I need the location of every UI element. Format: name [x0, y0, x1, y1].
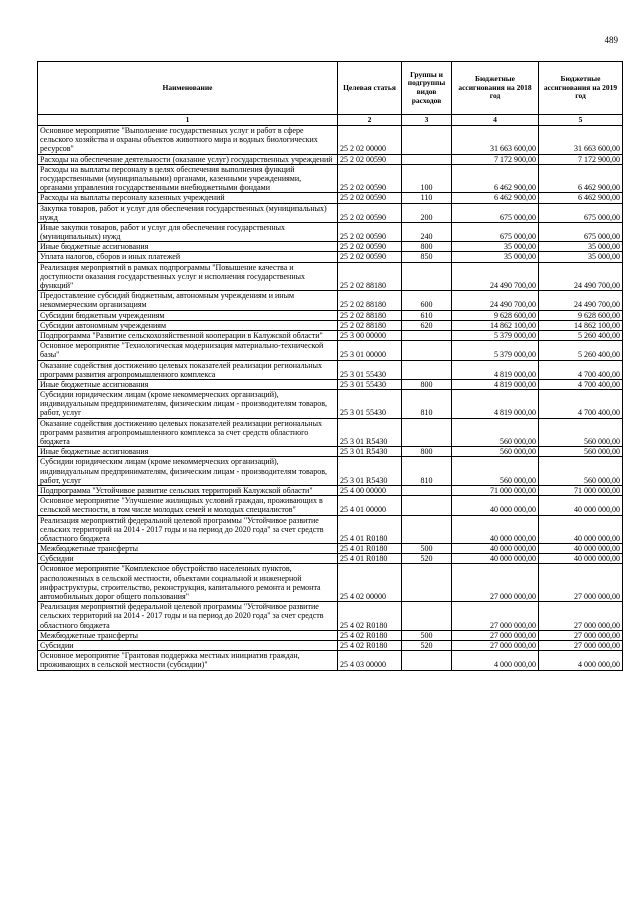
row-amount-2018: 40 000 000,00 [452, 544, 539, 554]
row-group: 520 [402, 640, 452, 650]
row-amount-2018: 4 819 000,00 [452, 379, 539, 389]
row-name: Иные бюджетные ассигнования [38, 447, 338, 457]
row-name: Подпрограмма "Развитие сельскохозяйственной кооперации в Калужской области" [38, 330, 338, 340]
row-amount-2018: 560 000,00 [452, 457, 539, 486]
row-amount-2018: 71 000 000,00 [452, 485, 539, 495]
table-row [38, 554, 623, 564]
page-number: 489 [604, 35, 618, 45]
row-amount-2018: 4 819 000,00 [452, 360, 539, 379]
table-row [38, 310, 623, 320]
row-code: 25 3 01 55430 [338, 379, 402, 389]
row-amount-2018: 4 000 000,00 [452, 651, 539, 670]
row-amount-2019: 4 700 400,00 [539, 360, 623, 379]
row-group: 200 [402, 203, 452, 222]
row-name: Оказание содействия достижению целевых показателей реализации региональных программ развития агропромышленного комплекса за счет средств областного бюджета [38, 418, 338, 447]
row-group [402, 262, 452, 291]
row-group [402, 496, 452, 515]
row-group [402, 341, 452, 360]
row-amount-2019: 5 260 400,00 [539, 341, 623, 360]
row-amount-2019: 27 000 000,00 [539, 564, 623, 602]
table-row [38, 291, 623, 310]
row-code: 25 3 01 R5430 [338, 447, 402, 457]
row-amount-2019: 14 862 100,00 [539, 320, 623, 330]
row-code: 25 3 01 R5430 [338, 418, 402, 447]
row-name: Закупка товаров, работ и услуг для обеспечения государственных (муниципальных) нужд [38, 203, 338, 222]
row-amount-2019: 4 700 400,00 [539, 390, 623, 419]
row-amount-2018: 6 462 900,00 [452, 164, 539, 193]
row-code: 25 3 00 00000 [338, 330, 402, 340]
row-amount-2018: 675 000,00 [452, 203, 539, 222]
row-code: 25 2 02 88180 [338, 291, 402, 310]
row-group: 810 [402, 457, 452, 486]
row-amount-2018: 5 379 000,00 [452, 330, 539, 340]
row-code: 25 2 02 88180 [338, 310, 402, 320]
table-row [38, 630, 623, 640]
row-code: 25 4 02 R0180 [338, 640, 402, 650]
row-group: 620 [402, 320, 452, 330]
row-amount-2018: 7 172 900,00 [452, 154, 539, 164]
row-name: Субсидии [38, 640, 338, 650]
row-group: 600 [402, 291, 452, 310]
row-amount-2018: 40 000 000,00 [452, 515, 539, 544]
row-group: 500 [402, 630, 452, 640]
table-row [38, 515, 623, 544]
row-amount-2019: 27 000 000,00 [539, 640, 623, 650]
row-amount-2019: 40 000 000,00 [539, 554, 623, 564]
row-group [402, 330, 452, 340]
table-row [38, 602, 623, 631]
row-group [402, 360, 452, 379]
row-amount-2019: 675 000,00 [539, 222, 623, 241]
row-amount-2018: 27 000 000,00 [452, 564, 539, 602]
row-code: 25 2 02 00590 [338, 203, 402, 222]
row-amount-2019: 40 000 000,00 [539, 544, 623, 554]
row-code: 25 4 01 00000 [338, 496, 402, 515]
row-name: Реализация мероприятий федеральной целевой программы "Устойчивое развитие сельских территорий на 2014 - 2017 годы и на период до 2020 года" за счет средств областного бюджета [38, 602, 338, 631]
row-code: 25 4 00 00000 [338, 485, 402, 495]
row-name: Субсидии юридическим лицам (кроме некоммерческих организаций), индивидуальным предпринимателям, физическим лицам - производителям товаров, работ, услуг [38, 390, 338, 419]
column-number: 4 [452, 115, 539, 126]
row-name: Межбюджетные трансферты [38, 544, 338, 554]
table-row [38, 379, 623, 389]
table-row [38, 242, 623, 252]
row-code: 25 2 02 00590 [338, 242, 402, 252]
table-row [38, 164, 623, 193]
row-amount-2018: 675 000,00 [452, 222, 539, 241]
row-amount-2019: 4 700 400,00 [539, 379, 623, 389]
row-amount-2018: 24 490 700,00 [452, 291, 539, 310]
row-code: 25 3 01 00000 [338, 341, 402, 360]
row-name: Реализация мероприятий федеральной целевой программы "Устойчивое развитие сельских территорий на 2014 - 2017 годы и на период до 2020 года" за счет средств областного бюджета [38, 515, 338, 544]
row-amount-2018: 5 379 000,00 [452, 341, 539, 360]
row-code: 25 4 02 00000 [338, 564, 402, 602]
row-code: 25 4 03 00000 [338, 651, 402, 670]
row-code: 25 2 02 00000 [338, 126, 402, 155]
row-code: 25 4 01 R0180 [338, 554, 402, 564]
table-row [38, 126, 623, 155]
row-name: Иные бюджетные ассигнования [38, 242, 338, 252]
row-amount-2018: 27 000 000,00 [452, 602, 539, 631]
row-name: Расходы на выплаты персоналу в целях обеспечения выполнения функций государственными (муниципальными) органами, казенными учреждениями, органами управления государственными внебюджетными фондами [38, 164, 338, 193]
row-name: Подпрограмма "Устойчивое развитие сельских территорий Калужской области" [38, 485, 338, 495]
table-row [38, 496, 623, 515]
table-row [38, 341, 623, 360]
row-group: 800 [402, 379, 452, 389]
row-group: 800 [402, 242, 452, 252]
row-amount-2018: 560 000,00 [452, 418, 539, 447]
row-amount-2018: 9 628 600,00 [452, 310, 539, 320]
row-amount-2018: 40 000 000,00 [452, 554, 539, 564]
row-amount-2019: 675 000,00 [539, 203, 623, 222]
row-name: Оказание содействия достижению целевых показателей реализации региональных программ развития агропромышленного комплекса [38, 360, 338, 379]
row-group: 240 [402, 222, 452, 241]
row-group: 100 [402, 164, 452, 193]
table-row [38, 262, 623, 291]
budget-table [37, 61, 623, 671]
row-group: 610 [402, 310, 452, 320]
row-name: Иные закупки товаров, работ и услуг для обеспечения государственных (муниципальных) нужд [38, 222, 338, 241]
column-number-row [38, 115, 623, 126]
row-amount-2018: 40 000 000,00 [452, 496, 539, 515]
row-name: Субсидии [38, 554, 338, 564]
row-code: 25 2 02 00590 [338, 154, 402, 164]
table-row [38, 418, 623, 447]
column-number: 1 [38, 115, 338, 126]
column-number: 2 [338, 115, 402, 126]
row-code: 25 2 02 00590 [338, 222, 402, 241]
row-name: Межбюджетные трансферты [38, 630, 338, 640]
row-amount-2019: 40 000 000,00 [539, 515, 623, 544]
row-amount-2019: 4 000 000,00 [539, 651, 623, 670]
row-amount-2019: 560 000,00 [539, 457, 623, 486]
table-row [38, 154, 623, 164]
row-amount-2018: 31 663 600,00 [452, 126, 539, 155]
row-group: 800 [402, 447, 452, 457]
row-amount-2018: 24 490 700,00 [452, 262, 539, 291]
table-row [38, 651, 623, 670]
row-group [402, 564, 452, 602]
row-code: 25 4 02 R0180 [338, 630, 402, 640]
row-amount-2019: 6 462 900,00 [539, 193, 623, 203]
row-code: 25 2 02 00590 [338, 164, 402, 193]
row-group [402, 126, 452, 155]
row-name: Основное мероприятие "Комплексное обустройство населенных пунктов, расположенных в сельской местности, объектами социальной и инженерной инфраструктуры, строительство, реконструкция, капитального ремонта и ремонта автомобильных дорог общего пользования" [38, 564, 338, 602]
table-row [38, 544, 623, 554]
row-amount-2019: 7 172 900,00 [539, 154, 623, 164]
table-row [38, 564, 623, 602]
header-code: Целевая статья [338, 62, 402, 115]
row-amount-2019: 6 462 900,00 [539, 164, 623, 193]
row-amount-2018: 35 000,00 [452, 252, 539, 262]
table-row [38, 252, 623, 262]
row-amount-2019: 560 000,00 [539, 447, 623, 457]
row-amount-2019: 560 000,00 [539, 418, 623, 447]
row-name: Основное мероприятие "Улучшение жилищных условий граждан, проживающих в сельской местности, в том числе молодых семей и молодых специалистов" [38, 496, 338, 515]
row-code: 25 3 01 55430 [338, 360, 402, 379]
row-name: Субсидии автономным учреждениям [38, 320, 338, 330]
row-group [402, 651, 452, 670]
row-name: Уплата налогов, сборов и иных платежей [38, 252, 338, 262]
row-group [402, 485, 452, 495]
row-name: Основное мероприятие "Технологическая модернизация материально-технической базы" [38, 341, 338, 360]
row-amount-2018: 27 000 000,00 [452, 640, 539, 650]
row-code: 25 3 01 55430 [338, 390, 402, 419]
row-name: Субсидии бюджетным учреждениям [38, 310, 338, 320]
table-row [38, 485, 623, 495]
row-amount-2019: 9 628 600,00 [539, 310, 623, 320]
table-row [38, 193, 623, 203]
table-row [38, 447, 623, 457]
row-group [402, 154, 452, 164]
row-group: 810 [402, 390, 452, 419]
row-name: Реализация мероприятий в рамках подпрограммы "Повышение качества и доступности оказания государственных услуг и исполнения государственных функций" [38, 262, 338, 291]
row-amount-2019: 40 000 000,00 [539, 496, 623, 515]
row-amount-2018: 27 000 000,00 [452, 630, 539, 640]
column-number: 3 [402, 115, 452, 126]
row-code: 25 4 02 R0180 [338, 602, 402, 631]
header-group: Группы и подгруппы видов расходов [402, 62, 452, 115]
row-code: 25 2 02 00590 [338, 252, 402, 262]
row-amount-2019: 24 490 700,00 [539, 291, 623, 310]
table-row [38, 330, 623, 340]
row-amount-2019: 27 000 000,00 [539, 630, 623, 640]
header-name: Наименование [38, 62, 338, 115]
row-amount-2018: 4 819 000,00 [452, 390, 539, 419]
row-name: Основное мероприятие "Грантовая поддержка местных инициатив граждан, проживающих в сельской местности (субсидии)" [38, 651, 338, 670]
row-group: 110 [402, 193, 452, 203]
row-amount-2018: 14 862 100,00 [452, 320, 539, 330]
row-group [402, 418, 452, 447]
table-row [38, 640, 623, 650]
row-amount-2018: 6 462 900,00 [452, 193, 539, 203]
table-row [38, 203, 623, 222]
row-amount-2019: 24 490 700,00 [539, 262, 623, 291]
table-row [38, 360, 623, 379]
row-amount-2019: 31 663 600,00 [539, 126, 623, 155]
row-amount-2019: 5 260 400,00 [539, 330, 623, 340]
row-name: Расходы на обеспечение деятельности (оказание услуг) государственных учреждений [38, 154, 338, 164]
row-code: 25 3 01 R5430 [338, 457, 402, 486]
row-group [402, 602, 452, 631]
column-number: 5 [539, 115, 623, 126]
row-amount-2018: 560 000,00 [452, 447, 539, 457]
row-group: 520 [402, 554, 452, 564]
row-amount-2019: 71 000 000,00 [539, 485, 623, 495]
row-code: 25 2 02 88180 [338, 262, 402, 291]
row-group: 500 [402, 544, 452, 554]
row-name: Основное мероприятие "Выполнение государственных услуг и работ в сфере сельского хозяйства и охраны объектов животного мира и водных биологических ресурсов" [38, 126, 338, 155]
table-row [38, 222, 623, 241]
row-code: 25 4 01 R0180 [338, 515, 402, 544]
row-amount-2019: 35 000,00 [539, 252, 623, 262]
table-row [38, 320, 623, 330]
table-row [38, 457, 623, 486]
row-amount-2019: 27 000 000,00 [539, 602, 623, 631]
row-group: 850 [402, 252, 452, 262]
row-code: 25 4 01 R0180 [338, 544, 402, 554]
row-name: Расходы на выплаты персоналу казенных учреждений [38, 193, 338, 203]
row-name: Предоставление субсидий бюджетным, автономным учреждениям и иным некоммерческим организациям [38, 291, 338, 310]
header-row [38, 62, 623, 115]
row-code: 25 2 02 88180 [338, 320, 402, 330]
row-code: 25 2 02 00590 [338, 193, 402, 203]
row-amount-2018: 35 000,00 [452, 242, 539, 252]
row-name: Субсидии юридическим лицам (кроме некоммерческих организаций), индивидуальным предпринимателям, физическим лицам - производителям товаров, работ, услуг [38, 457, 338, 486]
row-name: Иные бюджетные ассигнования [38, 379, 338, 389]
header-2019: Бюджетные ассигнования на 2019 год [539, 62, 623, 115]
table-row [38, 390, 623, 419]
row-amount-2019: 35 000,00 [539, 242, 623, 252]
header-2018: Бюджетные ассигнования на 2018 год [452, 62, 539, 115]
row-group [402, 515, 452, 544]
